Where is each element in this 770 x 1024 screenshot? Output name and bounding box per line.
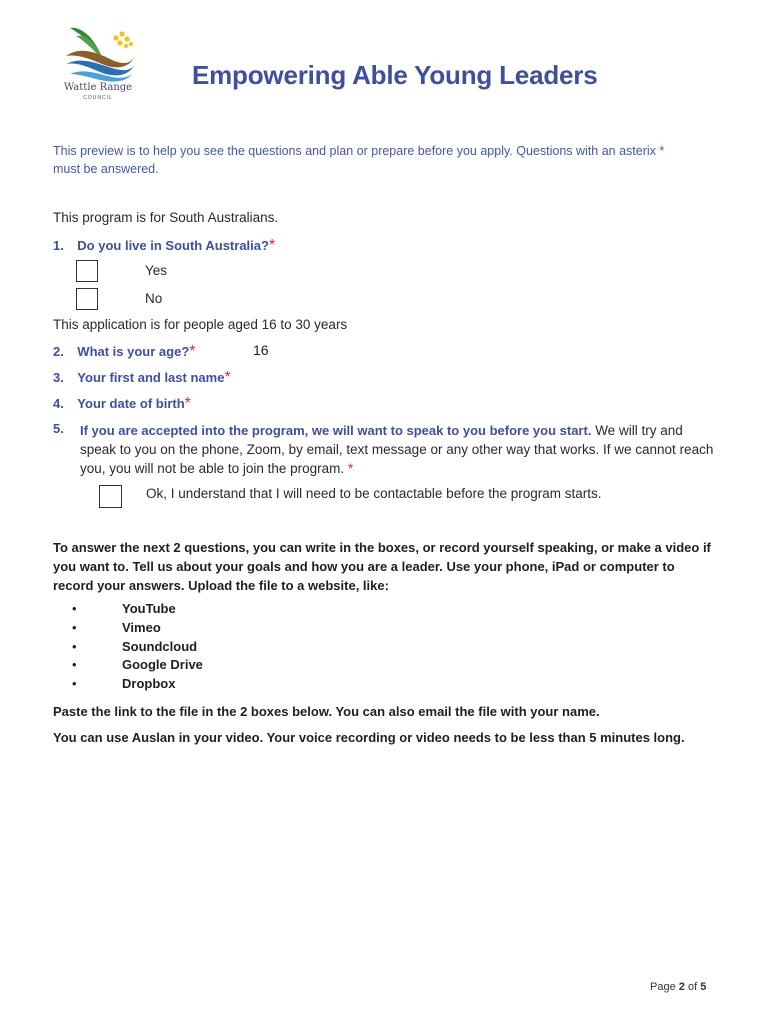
list-item: Vimeo <box>122 620 161 635</box>
required-asterisk: * <box>189 343 196 360</box>
age-answer-field[interactable]: 16 <box>253 342 269 358</box>
bullet: • <box>72 639 77 654</box>
question-5-bold: If you are accepted into the program, we will want to speak to you before you start. <box>80 423 592 438</box>
question-5-rest: We will try and speak to you on the phone, Zoom, by email, text message or any other way that works. If we cannot reach you, you will not be able to join the program. <box>80 423 714 476</box>
auslan-note: You can use Auslan in your video. Your voice recording or video needs to be less than 5 minutes long. <box>53 730 685 745</box>
question-3 <box>53 369 231 387</box>
bullet: • <box>72 676 77 691</box>
age-note: This application is for people aged 16 to 30 years <box>53 317 348 332</box>
page-title: Empowering Able Young Leaders <box>192 60 598 90</box>
question-number: 3. <box>53 370 64 385</box>
paste-note: Paste the link to the file in the 2 boxes below. You can also email the file with your name. <box>53 704 600 719</box>
required-asterisk: * <box>184 395 191 412</box>
question-number: 2. <box>53 344 64 359</box>
logo-name: Wattle Range <box>63 82 133 93</box>
current-page: 2 <box>678 981 685 993</box>
total-pages: 5 <box>700 981 707 993</box>
option-no-label: No <box>145 291 163 306</box>
intro-sentence: This preview is to help you see the questions and plan or prepare before you apply. Questions with an asterix <box>53 144 656 158</box>
bullet: • <box>72 657 77 672</box>
page-label: Page <box>650 981 676 993</box>
intro-sentence-end: must be answered. <box>53 162 159 176</box>
question-text: Your date of birth <box>77 396 185 411</box>
council-logo <box>56 22 140 106</box>
bullet: • <box>72 620 77 635</box>
contactable-label: Ok, I understand that I will need to be contactable before the program starts. <box>146 486 602 501</box>
question-4 <box>53 395 191 413</box>
program-note: This program is for South Australians. <box>53 210 279 225</box>
checkbox-no[interactable] <box>76 288 98 310</box>
question-number: 1. <box>53 238 64 253</box>
question-number: 4. <box>53 396 64 411</box>
list-item: Soundcloud <box>122 639 198 654</box>
required-asterisk: * <box>224 369 231 386</box>
checkbox-yes[interactable] <box>76 260 98 282</box>
list-item: Google Drive <box>122 657 203 672</box>
intro-text <box>53 142 713 178</box>
question-1 <box>53 237 275 255</box>
logo-subtitle: COUNCIL <box>83 95 113 101</box>
contactable-checkbox[interactable] <box>99 485 122 508</box>
page-of: of <box>687 981 698 993</box>
question-5-text <box>80 421 720 478</box>
wattle-range-logo-icon <box>56 22 140 84</box>
instructions-paragraph: To answer the next 2 questions, you can write in the boxes, or record yourself speaking, or make a video if you want to. Tell us about your goals and how you are a leader. Use your phone, iPad or computer to record your answers. Upload the file to a website, like: <box>53 540 711 593</box>
required-asterisk: * <box>268 237 276 254</box>
intro-asterisk: * <box>659 144 665 158</box>
question-number: 5. <box>53 421 64 436</box>
question-2 <box>53 343 196 361</box>
list-item: Dropbox <box>122 676 176 691</box>
list-item: YouTube <box>122 601 176 616</box>
question-text: Do you live in South Australia? <box>77 238 269 253</box>
question-text: What is your age? <box>77 344 190 359</box>
question-text: Your first and last name <box>77 370 225 385</box>
required-asterisk: * <box>347 461 354 476</box>
page-number <box>650 981 706 993</box>
option-yes-label: Yes <box>145 263 168 278</box>
bullet: • <box>72 601 77 616</box>
